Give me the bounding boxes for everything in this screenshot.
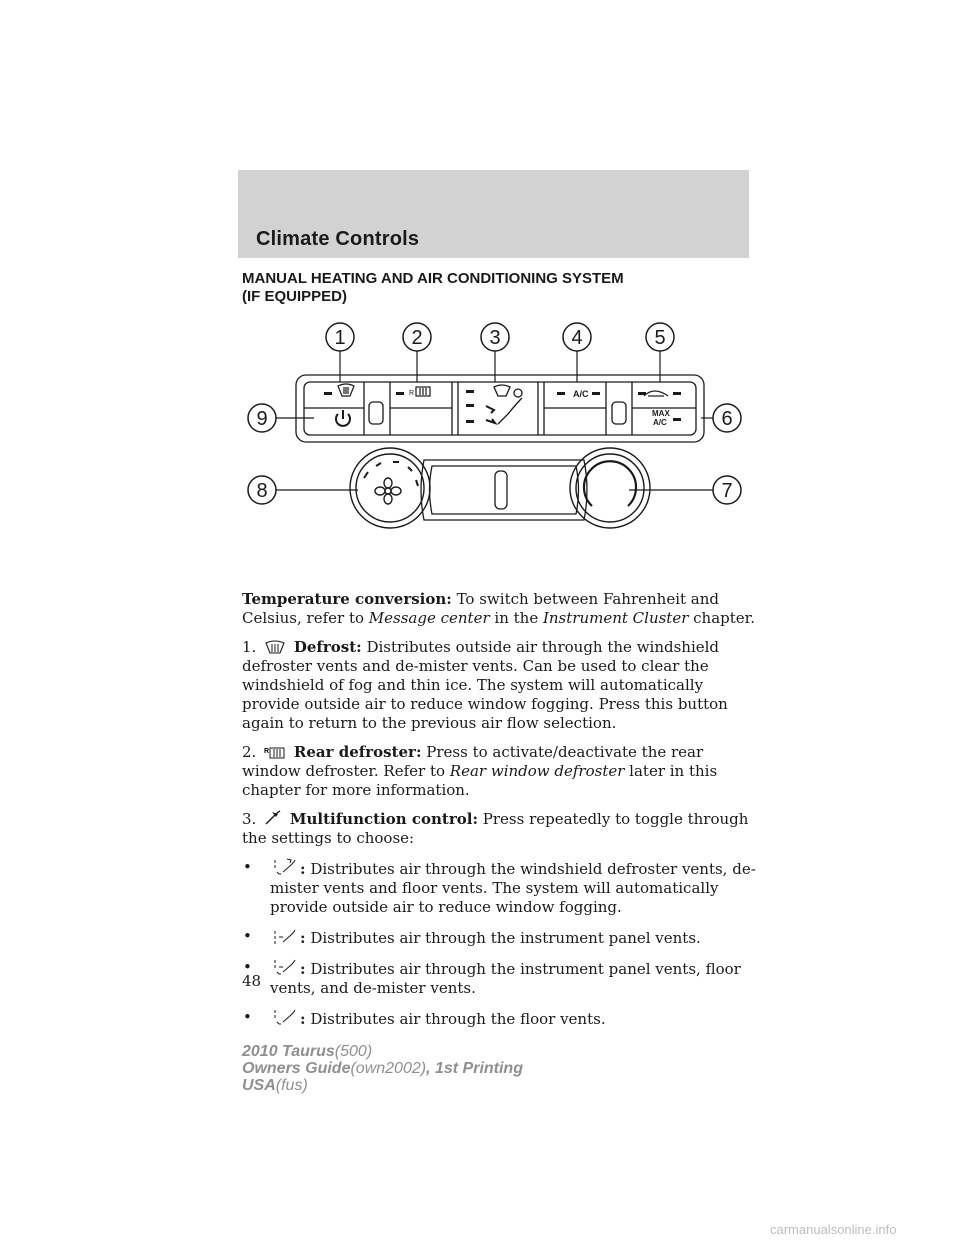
item-rear-defroster: 2. R Rear defroster: Press to activate/deactivate the rear window defroster. Refer to Rear window defroster later in this chapter for more information. [242, 743, 718, 799]
svg-text:9: 9 [256, 408, 268, 430]
footer-line1: 2010 Taurus(500) [242, 1043, 373, 1060]
recirculation-icon [644, 391, 668, 396]
panel-mode-icon [273, 927, 297, 945]
defrost-floor-mode-icon [273, 858, 297, 876]
watermark: carmanualsonline.info [770, 1222, 897, 1237]
footer-line2: Owners Guide(own2002), 1st Printing [242, 1060, 523, 1077]
multifunction-airflow-icon [486, 385, 522, 424]
max-label: MAX [652, 409, 670, 418]
callout-7 [629, 476, 741, 504]
callout-8 [248, 476, 358, 504]
item-defrost: 1. Defrost: Distributes outside air through the windshield defroster vents and de-mister vents. Can be used to clear the windshield of fog and thin ice. The system will automatically provide outside air to reduce window fogging. Press this button again to return to the previous air flow selection. [242, 638, 728, 732]
svg-text:R: R [409, 390, 415, 397]
callout-5 [646, 323, 674, 382]
callout-2 [403, 323, 431, 382]
bullet-floor: • : Distributes air through the floor vents. [243, 1008, 606, 1028]
ac-button-label: A/C [573, 389, 589, 399]
svg-text:4: 4 [571, 327, 583, 349]
rear-window-defroster-reference: Rear window defroster [449, 762, 625, 780]
body-text [242, 590, 762, 1039]
svg-text:5: 5 [654, 327, 666, 349]
climate-control-panel-diagram [246, 320, 746, 530]
print-footer [242, 1043, 523, 1094]
rear-defroster-icon [409, 387, 430, 397]
callout-4 [563, 323, 591, 382]
center-vent-panel [421, 460, 587, 520]
callout-6 [701, 404, 741, 432]
page-number: 48 [242, 972, 262, 990]
chapter-header-band [238, 170, 749, 258]
defrost-icon [338, 384, 354, 396]
bullet-panel-floor: • : Distributes air through the instrument panel vents, floor vents, and de-mister vents. [243, 958, 741, 997]
temperature-conversion-paragraph: Temperature conversion: To switch between Fahrenheit and Celsius, refer to Message center in the Instrument Cluster chapter. [242, 590, 755, 627]
callout-3 [481, 323, 509, 382]
message-center-reference: Message center [368, 609, 490, 627]
temperature-conversion-label: Temperature conversion: [242, 590, 452, 608]
chapter-title: Climate Controls [256, 228, 420, 250]
instrument-cluster-reference: Instrument Cluster [542, 609, 689, 627]
svg-text:1: 1 [334, 327, 346, 349]
floor-mode-icon [273, 1008, 297, 1026]
rear-defroster-icon [264, 745, 286, 759]
section-heading-line2: (IF EQUIPPED) [242, 288, 348, 305]
section-heading [242, 270, 762, 306]
temperature-knob [570, 448, 650, 528]
max-ac-label: A/C [653, 418, 667, 427]
bullet-defrost-floor: • : Distributes air through the windshield defroster vents, de-mister vents and floor vents. The system will automatically provide outside air to reduce window fogging. [243, 858, 756, 916]
svg-text:8: 8 [256, 480, 268, 502]
svg-text:3: 3 [489, 327, 501, 349]
item-multifunction-control: 3. Multifunction control: Press repeatedly to toggle through the settings to choose: [242, 810, 749, 847]
footer-line3: USA(fus) [242, 1077, 308, 1094]
svg-text:R: R [264, 748, 270, 755]
multifunction-icon [264, 810, 282, 826]
svg-text:2: 2 [411, 327, 423, 349]
bullet-panel: • : Distributes air through the instrument panel vents. [243, 927, 701, 947]
panel-floor-mode-icon [273, 958, 297, 976]
section-heading-line1: MANUAL HEATING AND AIR CONDITIONING SYSTEM [242, 270, 624, 287]
svg-text:7: 7 [721, 480, 733, 502]
callout-1 [326, 323, 354, 382]
defrost-icon [264, 640, 286, 654]
fan-speed-knob [350, 448, 430, 528]
svg-text:6: 6 [721, 408, 733, 430]
power-icon [336, 410, 350, 426]
